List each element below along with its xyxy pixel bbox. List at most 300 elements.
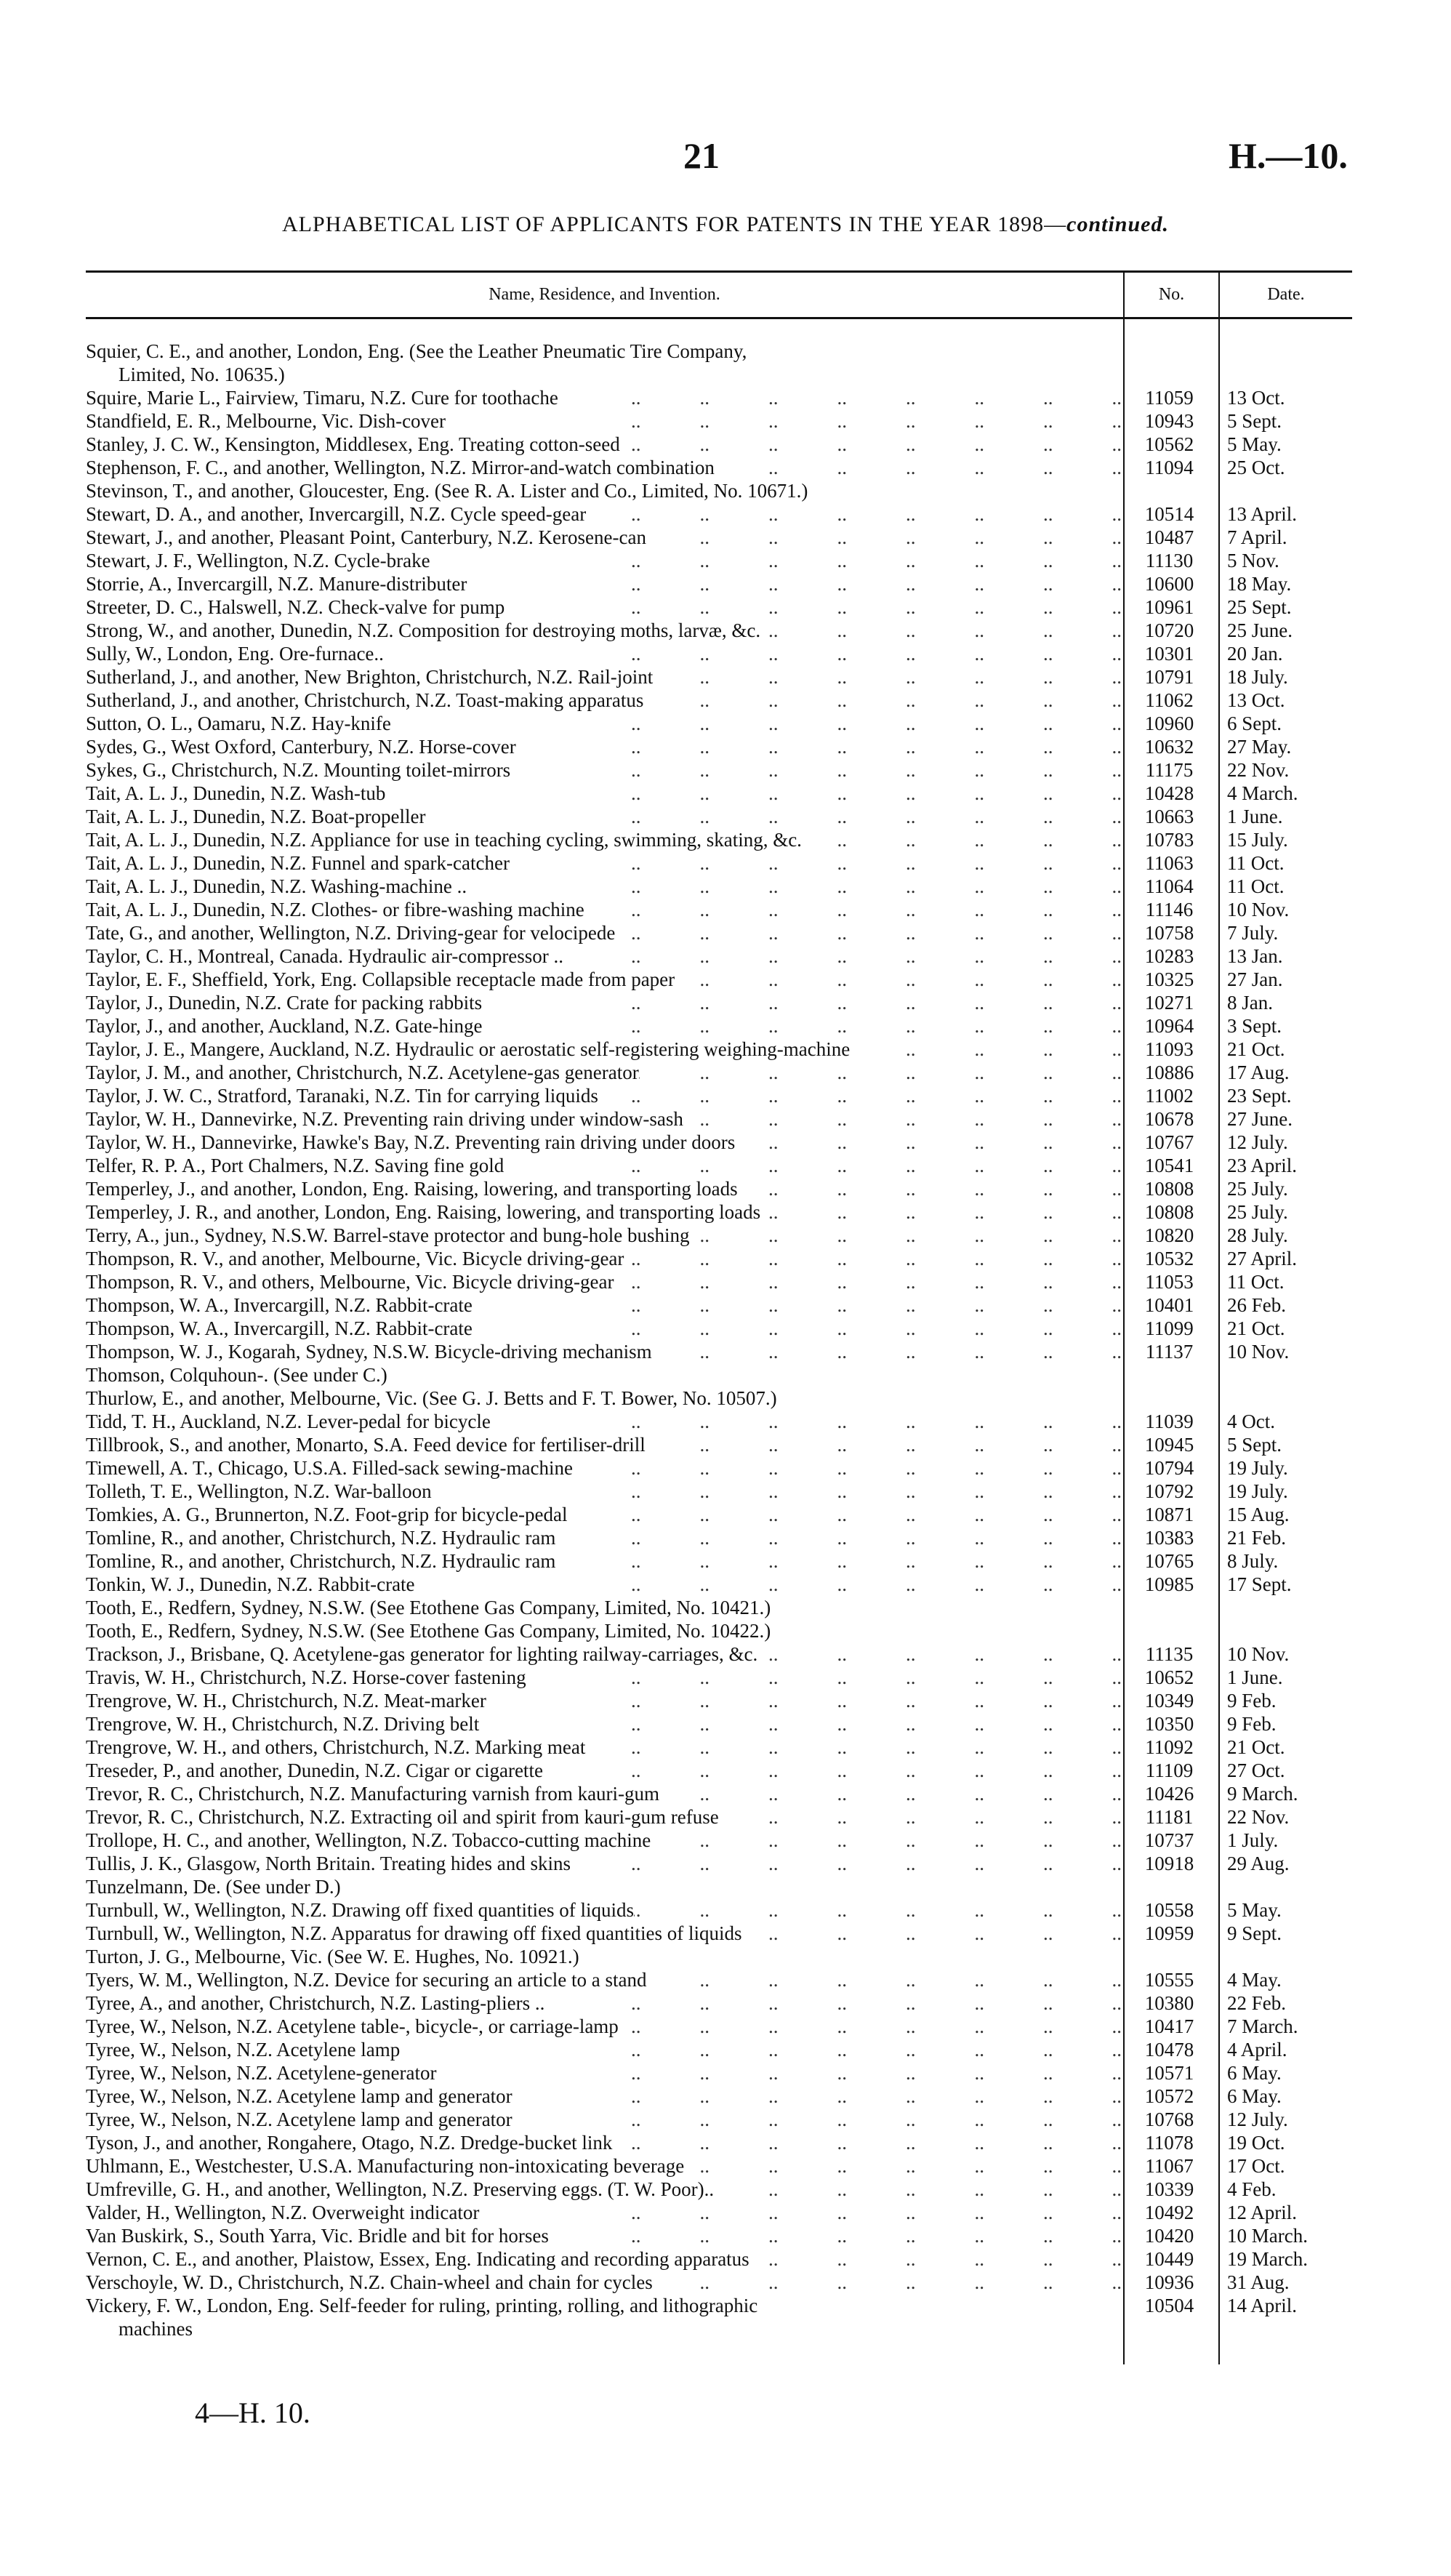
entry-name-cell [86,456,1122,479]
dot-leader [543,1759,1122,1782]
entry-name-cell [86,1038,1122,1061]
entry-number: 10792 [1144,1480,1194,1502]
dot-leader [675,968,1122,991]
entry-name-cell [86,340,1122,363]
entry-number: 11137 [1145,1341,1194,1363]
table-row [86,1619,1352,1642]
entry-date: 18 May. [1227,573,1292,595]
entry-text: Squire, Marie L., Fairview, Timaru, N.Z. Cure for toothache [86,387,558,409]
entry-text: Stanley, J. C. W., Kensington, Middlesex, Eng. Treating cotton-seed [86,433,620,455]
entry-date: 1 July. [1227,1829,1279,1851]
table-row [86,758,1352,782]
column-header-name: Name, Residence, and Invention. [489,284,720,304]
entry-number: 10936 [1144,2271,1194,2293]
table-row [86,1456,1352,1480]
entry-number: 11064 [1145,875,1194,897]
entry-name-cell [86,1945,1122,1968]
entry-text: Temperley, J., and another, London, Eng. Raising, lowering, and transporting loads [86,1178,738,1200]
entry-number: 11130 [1145,550,1194,571]
entry-text: Thompson, W. J., Kogarah, Sydney, N.S.W. Bicycle-driving mechanism [86,1341,652,1363]
entry-text: Stephenson, F. C., and another, Wellington, N.Z. Mirror-and-watch combination [86,457,715,478]
dot-leader [643,689,1122,712]
entry-number: 11146 [1145,899,1194,920]
entry-date [1217,479,1352,502]
entry-number: 10678 [1144,1108,1194,1130]
entry-text: Tate, G., and another, Wellington, N.Z. Driving-gear for velocipede [86,922,616,944]
entry-name-cell [86,479,1122,502]
entry-number: 10961 [1144,596,1194,618]
table-row [86,735,1352,758]
entry-number: 11109 [1145,1760,1194,1781]
entry-date [1217,1596,1352,1619]
dot-leader [549,2224,1122,2247]
entry-name-cell [86,805,1122,828]
dot-leader [430,549,1122,572]
entry-text: Tidd, T. H., Auckland, N.Z. Lever-pedal for bicycle [86,1411,491,1432]
table-row [86,689,1352,712]
dot-leader [513,2085,1122,2108]
entry-name-cell [86,433,1122,456]
table-row [86,526,1352,549]
entry-date-empty [1220,2317,1352,2340]
entry-number [1122,1875,1217,1898]
entry-text: Sutherland, J., and another, Christchurch, N.Z. Toast-making apparatus [86,689,644,711]
entry-number: 10558 [1144,1899,1194,1921]
entry-date: 4 May. [1227,1969,1282,1991]
table-row [86,1922,1352,1945]
entry-text: Taylor, J. W. C., Stratford, Taranaki, N.Z. Tin for carrying liquids [86,1085,598,1107]
entry-date: 22 Nov. [1227,759,1290,781]
entry-number: 11181 [1145,1806,1194,1828]
entry-number: 10758 [1144,922,1194,944]
entry-date: 10 Nov. [1227,1643,1290,1665]
entry-text: Tyree, W., Nelson, N.Z. Acetylene lamp [86,2039,401,2061]
dot-leader [415,1573,1122,1596]
entry-number: 10325 [1144,968,1194,990]
entry-number: 10820 [1144,1224,1194,1246]
entry-date: 12 April. [1227,2202,1298,2223]
entry-number [1122,479,1217,502]
entry-date: 7 April. [1227,526,1287,548]
entry-number: 10478 [1144,2039,1194,2061]
entry-name-cell [86,1526,1122,1549]
entry-name-cell [86,1247,1122,1270]
entry-name-cell [86,1736,1122,1759]
dot-leader [436,2061,1122,2085]
entry-name-cell [86,1200,1122,1224]
entry-number: 10768 [1144,2108,1194,2130]
entry-date: 7 July. [1227,922,1279,944]
table-row [86,619,1352,642]
entry-text: Taylor, J., Dunedin, N.Z. Crate for packing rabbits [86,992,483,1014]
entry-name-cell [86,1084,1122,1107]
entry-name-cell [86,2061,1122,2085]
entry-date: 8 July. [1227,1550,1279,1572]
table-row [86,1363,1352,1387]
table-row [86,2108,1352,2131]
entry-text: Sydes, G., West Oxford, Canterbury, N.Z. Horse-cover [86,736,516,758]
entry-number: 10562 [1144,433,1194,455]
entry-name-cell [86,1573,1122,1596]
entry-date: 6 May. [1227,2085,1282,2107]
entry-date: 8 Jan. [1227,992,1273,1014]
entry-text: Taylor, J. M., and another, Christchurch, N.Z. Acetylene-gas generator [86,1062,639,1083]
entry-date: 27 April. [1227,1248,1298,1269]
entry-name-cell [86,944,1122,968]
dot-leader [558,386,1122,409]
entry-number: 10487 [1144,526,1194,548]
entry-date: 12 July. [1227,2108,1288,2130]
table-row [86,572,1352,595]
entry-text: Taylor, C. H., Montreal, Canada. Hydraulic air-compressor .. [86,945,564,967]
entry-date: 28 July. [1227,1224,1288,1246]
entry-number: 10283 [1144,945,1194,967]
entry-date: 13 April. [1227,503,1298,525]
entry-text: Squier, C. E., and another, London, Eng. (See the Leather Pneumatic Tire Company, [86,340,747,362]
table-row [86,1782,1352,1805]
entry-name-cell [86,2178,1122,2201]
entry-name-cell [86,1061,1122,1084]
column-header-no: No. [1158,284,1185,304]
entry-name-cell [86,1852,1122,1875]
entry-date: 11 Oct. [1227,852,1285,874]
dot-leader [646,1433,1122,1456]
entry-date: 21 Oct. [1227,1038,1285,1060]
entry-number [1122,340,1217,363]
entry-name-cell [86,2271,1122,2294]
entry-name-cell [86,1549,1122,1573]
dot-leader [749,2247,1122,2271]
dot-leader [473,1317,1122,1340]
table-row [86,1410,1352,1433]
entry-date: 5 May. [1227,1899,1282,1921]
entry-text: Travis, W. H., Christchurch, N.Z. Horse-cover fastening [86,1666,526,1688]
entry-text: Taylor, J. E., Mangere, Auckland, N.Z. Hydraulic or aerostatic self-registering weighing-machine [86,1038,851,1060]
entry-date: 12 July. [1227,1131,1288,1153]
entry-name-cell [86,689,1122,712]
entry-date [1217,1945,1352,1968]
table-row [86,2294,1352,2317]
dot-leader [615,921,1122,944]
table-row [86,2038,1352,2061]
entry-date: 25 July. [1227,1178,1288,1200]
entry-name-cell [86,782,1122,805]
entry-name-cell [86,1154,1122,1177]
entry-number: 10632 [1144,736,1194,758]
entry-name-cell [86,1805,1122,1829]
table-row [86,1991,1352,2015]
entry-number: 10794 [1144,1457,1194,1479]
entry-date: 11 Oct. [1227,875,1285,897]
table-row [86,2224,1352,2247]
entry-name-cell [86,1759,1122,1782]
table-row [86,1945,1352,1968]
dot-leader [598,1084,1122,1107]
table-row [86,2131,1352,2154]
dot-leader [639,1061,1122,1084]
entry-name-cell [86,2131,1122,2154]
entry-name-cell [86,2224,1122,2247]
dot-leader [614,1270,1122,1293]
entry-name-cell [86,1782,1122,1805]
table-row [86,1038,1352,1061]
table-row [86,1689,1352,1712]
dot-leader [446,409,1122,433]
entry-number: 10301 [1144,643,1194,665]
dot-leader [652,1340,1122,1363]
dot-leader [735,1131,1122,1154]
dot-leader [505,595,1122,619]
entry-number: 10555 [1144,1969,1194,1991]
entry-date: 27 Jan. [1227,968,1283,990]
entry-text: Tolleth, T. E., Wellington, N.Z. War-balloon [86,1480,432,1502]
table-row [86,595,1352,619]
entry-text: Umfreville, G. H., and another, Wellington, N.Z. Preserving eggs. (T. W. Poor).. [86,2178,715,2200]
entry-date: 17 Sept. [1227,1573,1292,1595]
entry-text: Vernon, C. E., and another, Plaistow, Essex, Eng. Indicating and recording apparatus [86,2248,749,2270]
table-row [86,1014,1352,1038]
entry-number: 10504 [1144,2295,1194,2316]
entry-text-continuation: machines [118,2318,193,2340]
dot-leader [391,712,1122,735]
table-row [86,1968,1352,1991]
entry-date: 13 Oct. [1227,387,1285,409]
dot-leader [385,782,1122,805]
entry-text: Telfer, R. P. A., Port Chalmers, N.Z. Saving fine gold [86,1155,505,1176]
entry-number [1122,1619,1217,1642]
entry-text: Sutherland, J., and another, New Brighton, Christchurch, N.Z. Rail-joint [86,666,654,688]
entry-text: Stewart, J., and another, Pleasant Point, Canterbury, N.Z. Kerosene-can [86,526,646,548]
entry-text: Trengrove, W. H., Christchurch, N.Z. Meat-marker [86,1690,486,1712]
entry-number: 10417 [1144,2015,1194,2037]
entry-date: 20 Jan. [1227,643,1283,665]
entry-text: Tyree, W., Nelson, N.Z. Acetylene lamp and generator [86,2085,513,2107]
entry-name-cell [86,1107,1122,1131]
entry-text: Tomline, R., and another, Christchurch, N.Z. Hydraulic ram [86,1550,556,1572]
entry-number [1122,1363,1217,1387]
entry-number: 10783 [1144,829,1194,851]
entry-name-cell [86,1642,1122,1666]
footer-signature: 4—H. 10. [195,2396,310,2429]
entry-text: Turnbull, W., Wellington, N.Z. Apparatus for drawing off fixed quantities of liquids [86,1922,742,1944]
dot-leader [473,1293,1122,1317]
entry-text: Tait, A. L. J., Dunedin, N.Z. Funnel and spark-catcher [86,852,510,874]
entry-text-continuation: Limited, No. 10635.) [118,364,285,385]
dot-leader [647,1968,1122,1991]
document-code: H.—10. [1229,135,1348,176]
entry-number: 11063 [1145,852,1194,874]
entry-number: 10571 [1144,2062,1194,2084]
dot-leader [620,433,1122,456]
table-row [86,1224,1352,1247]
dot-leader [504,1154,1122,1177]
table-row [86,1084,1352,1107]
table-row [86,2271,1352,2294]
table-row [86,642,1352,665]
entry-name-cell [86,2085,1122,2108]
dot-leader [510,758,1122,782]
entry-name-cell [86,1712,1122,1736]
table-row [86,782,1352,805]
table-row [86,456,1352,479]
entry-date: 31 Aug. [1227,2271,1290,2293]
entry-text: Verschoyle, W. D., Christchurch, N.Z. Chain-wheel and chain for cycles [86,2271,653,2293]
entry-name-cell [86,968,1122,991]
entry-date: 19 March. [1227,2248,1308,2270]
dot-leader [513,2108,1122,2131]
dot-leader [659,1782,1122,1805]
entry-date: 14 April. [1227,2295,1298,2316]
dot-leader [653,665,1122,689]
entry-name-cell [86,758,1122,782]
entry-text: Tyree, W., Nelson, N.Z. Acetylene table-, bicycle-, or carriage-lamp [86,2015,619,2037]
table-row [86,2015,1352,2038]
entry-name-cell [86,2108,1122,2131]
entry-name-cell [86,526,1122,549]
entry-text: Thomson, Colquhoun-. (See under C.) [86,1364,387,1386]
entry-name-cell [86,363,1128,386]
table-row [86,1293,1352,1317]
dot-leader [850,1038,1122,1061]
dot-leader [400,2038,1122,2061]
entry-name-cell [86,1503,1122,1526]
entry-text: Thurlow, E., and another, Melbourne, Vic. (See G. J. Betts and F. T. Bower, No. 10507.) [86,1387,777,1409]
entry-name-cell [86,851,1122,875]
table-row [86,1759,1352,1782]
dot-leader [555,1549,1122,1573]
dot-leader [586,502,1122,526]
table-row [86,502,1352,526]
entry-name-cell [86,712,1122,735]
title-main: ALPHABETICAL LIST OF APPLICANTS FOR PATENTS IN THE YEAR 1898— [281,212,1067,236]
dot-leader [516,735,1122,758]
dot-leader [802,828,1122,851]
table-row [86,409,1352,433]
dot-leader [585,1736,1122,1759]
table-row [86,851,1352,875]
entry-date: 29 Aug. [1227,1853,1290,1874]
entry-text: Vickery, F. W., London, Eng. Self-feeder for ruling, printing, rolling, and lithographic [86,2295,758,2316]
entry-number: 11078 [1145,2132,1194,2154]
entry-text: Taylor, W. H., Dannevirke, Hawke's Bay, N.Z. Preventing rain driving under doors [86,1131,736,1153]
entry-date: 19 July. [1227,1480,1288,1502]
entry-date: 11 Oct. [1227,1271,1285,1293]
entry-text: Tait, A. L. J., Dunedin, N.Z. Wash-tub [86,782,386,804]
entry-text: Streeter, D. C., Halswell, N.Z. Check-valve for pump [86,596,505,618]
table-row [86,386,1352,409]
entry-date: 9 Feb. [1227,1690,1277,1712]
dot-leader [584,898,1122,921]
dot-leader [483,1014,1122,1038]
entry-name-cell [86,2015,1122,2038]
entry-name-cell [86,2247,1122,2271]
entry-text: Sykes, G., Christchurch, N.Z. Mounting toilet-mirrors [86,759,511,781]
dot-leader [479,1712,1122,1736]
page-number: 21 [683,135,720,176]
entry-date: 13 Jan. [1227,945,1283,967]
table-row [86,1247,1352,1270]
entry-name-cell [86,1898,1122,1922]
entry-number: 10808 [1144,1201,1194,1223]
entry-date: 25 June. [1227,619,1293,641]
entry-date [1217,1619,1352,1642]
entry-number: 11053 [1145,1271,1194,1293]
entry-name-cell [86,875,1122,898]
entry-date: 4 April. [1227,2039,1287,2061]
entry-text: Tyers, W. M., Wellington, N.Z. Device for securing an article to a stand [86,1969,647,1991]
entry-date: 3 Sept. [1227,1015,1282,1037]
dot-leader [510,851,1122,875]
entry-date: 19 Oct. [1227,2132,1285,2154]
dot-leader [651,1829,1122,1852]
table-row [86,991,1352,1014]
entry-name-cell [86,1293,1122,1317]
table-row [86,1387,1352,1410]
entry-date: 4 Feb. [1227,2178,1277,2200]
entry-date: 27 May. [1227,736,1292,758]
entry-number: 10871 [1144,1504,1194,1525]
entry-text: Thompson, W. A., Invercargill, N.Z. Rabbit-crate [86,1294,473,1316]
entry-number: 10349 [1144,1690,1194,1712]
entry-name-cell [86,1317,1122,1340]
entry-number: 10420 [1144,2225,1194,2247]
table-row [86,549,1352,572]
entry-name-cell [86,642,1122,665]
table-row [86,1852,1352,1875]
entry-name-cell [86,921,1122,944]
entry-name-cell [86,898,1122,921]
entry-date: 22 Nov. [1227,1806,1290,1828]
table-row [86,1666,1352,1689]
table-row [86,1340,1352,1363]
entry-name-cell [86,1991,1122,2015]
dot-leader [653,2271,1122,2294]
entry-number: 10943 [1144,410,1194,432]
entry-text: Trackson, J., Brisbane, Q. Acetylene-gas generator for lighting railway-carriages, &c. [86,1643,758,1665]
entry-text: Trengrove, W. H., Christchurch, N.Z. Driving belt [86,1713,480,1735]
entry-text: Tunzelmann, De. (See under D.) [86,1876,341,1898]
entry-date: 26 Feb. [1227,1294,1286,1316]
entry-date: 6 Sept. [1227,713,1282,734]
table-row [86,968,1352,991]
table-row [86,944,1352,968]
entry-text: Taylor, J., and another, Auckland, N.Z. Gate-hinge [86,1015,483,1037]
entry-text: Turnbull, W., Wellington, N.Z. Drawing off fixed quantities of liquids [86,1899,635,1921]
entry-name-cell [86,1433,1122,1456]
dot-leader [526,1666,1122,1689]
entry-text: Stevinson, T., and another, Gloucester, Eng. (See R. A. Lister and Co., Limited, No. 10671.) [86,480,808,502]
entry-number: 10383 [1144,1527,1194,1549]
entry-number: 10791 [1144,666,1194,688]
entry-name-cell [86,1596,1122,1619]
table-row [86,2085,1352,2108]
entry-number: 10541 [1144,1155,1194,1176]
dot-leader [714,2178,1122,2201]
entry-number: 10380 [1144,1992,1194,2014]
dot-leader [757,1642,1122,1666]
entry-date: 21 Oct. [1227,1736,1285,1758]
table-row [86,1480,1352,1503]
dot-leader [563,944,1122,968]
entry-text: Terry, A., jun., Sydney, N.S.W. Barrel-stave protector and bung-hole bushing [86,1224,690,1246]
dot-leader [571,1852,1122,1875]
entry-name-cell [86,828,1122,851]
entry-text: Timewell, A. T., Chicago, U.S.A. Filled-sack sewing-machine [86,1457,573,1479]
entry-text: Tyree, W., Nelson, N.Z. Acetylene lamp and generator [86,2108,513,2130]
entry-number: 10449 [1144,2248,1194,2270]
entry-number [1122,1596,1217,1619]
table-row [86,921,1352,944]
